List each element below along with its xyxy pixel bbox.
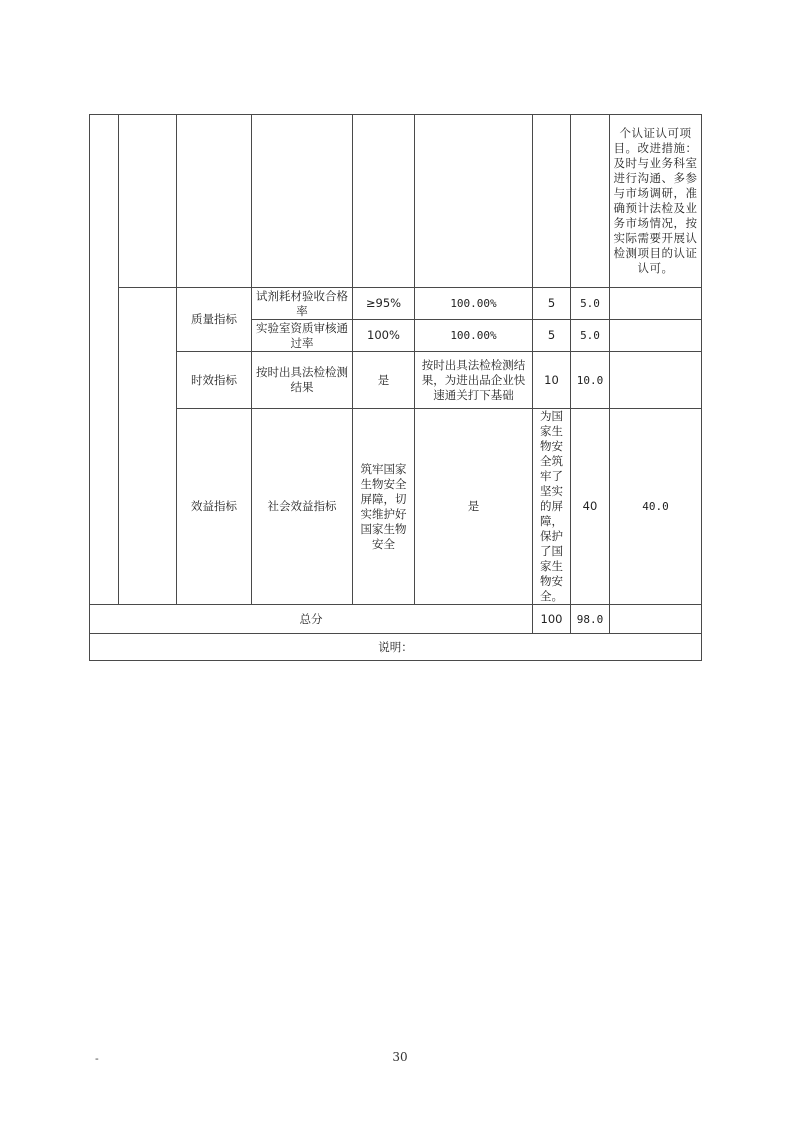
table-row-explanation [90, 634, 702, 661]
total-score: 98.0 [571, 605, 610, 634]
footer-dash: - [95, 1052, 99, 1065]
table-cell [415, 115, 533, 288]
table-cell [533, 115, 571, 288]
secondary-indicator-timeliness: 时效指标 [177, 352, 252, 409]
deviation-note-cell: 个认证认可项目。改进措施：及时与业务科室进行沟通、多参与市场调研，准确预计法检及业务市场情况，按实际需要开展认检测项目的认证认可。 [610, 115, 702, 288]
table-row-total [90, 605, 702, 634]
table-row [90, 409, 702, 605]
weight-value: 40 [571, 409, 610, 605]
note-cell [610, 605, 702, 634]
table-cell [177, 115, 252, 288]
note-cell [610, 288, 702, 320]
performance-evaluation-table [89, 114, 702, 661]
actual-value: 为国家生物安全筑牢了坚实的屏障，保护了国家生物安全。 [533, 409, 571, 605]
target-value: 是 [353, 352, 415, 409]
table-cell [119, 115, 177, 288]
target-value: ≥95% [353, 288, 415, 320]
table-cell [353, 115, 415, 288]
secondary-indicator-social-benefit: 社会效益指标 [252, 409, 353, 605]
weight-value: 5 [533, 320, 571, 352]
table-row [90, 352, 702, 409]
target-value: 100% [353, 320, 415, 352]
note-cell [610, 320, 702, 352]
table-cell [119, 288, 177, 605]
table-row [90, 115, 702, 288]
explanation-label: 说明： [90, 634, 702, 661]
table-cell [571, 115, 610, 288]
actual-value: 按时出具法检检测结果，为进出品企业快速通关打下基础 [415, 352, 533, 409]
table-row [90, 288, 702, 320]
score-value: 5.0 [571, 320, 610, 352]
indicator-name: 实验室资质审核通过率 [252, 320, 353, 352]
target-value: 是 [415, 409, 533, 605]
note-cell [610, 352, 702, 409]
indicator-name: 筑牢国家生物安全屏障，切实维护好国家生物安全 [353, 409, 415, 605]
score-value: 5.0 [571, 288, 610, 320]
indicator-name: 试剂耗材验收合格率 [252, 288, 353, 320]
total-weight: 100 [533, 605, 571, 634]
primary-category-cell [90, 115, 119, 605]
table-cell [252, 115, 353, 288]
weight-value: 10 [533, 352, 571, 409]
score-value: 40.0 [610, 409, 702, 605]
total-label: 总分 [90, 605, 533, 634]
actual-value: 100.00% [415, 320, 533, 352]
score-value: 10.0 [571, 352, 610, 409]
page-number: 30 [392, 1050, 408, 1064]
weight-value: 5 [533, 288, 571, 320]
actual-value: 100.00% [415, 288, 533, 320]
indicator-name: 按时出具法检检测结果 [252, 352, 353, 409]
primary-indicator-benefit: 效益指标 [177, 409, 252, 605]
secondary-indicator-quality: 质量指标 [177, 288, 252, 352]
